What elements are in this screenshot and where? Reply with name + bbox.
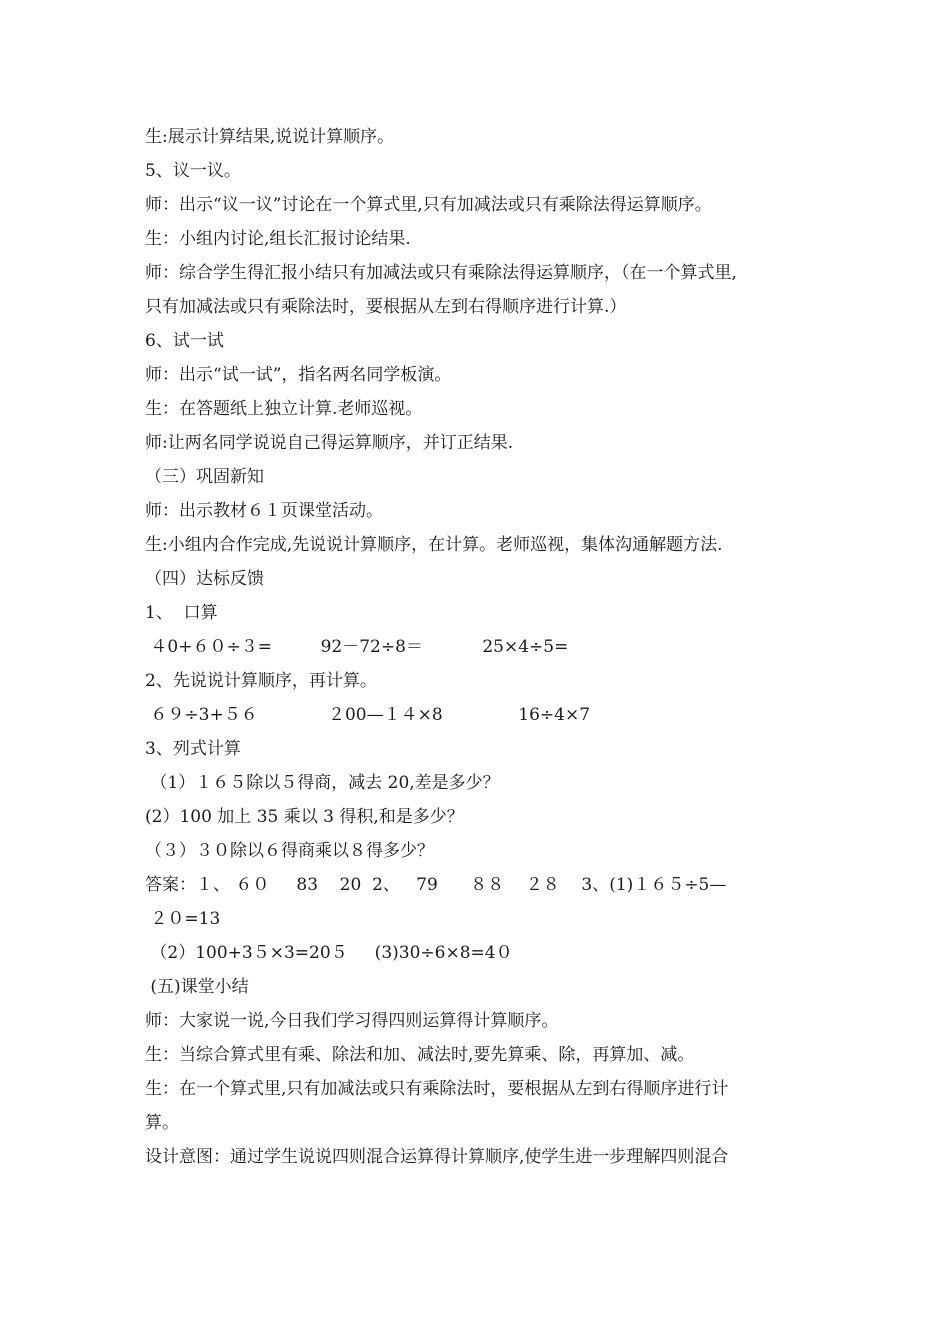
text-line: 生:小组内合作完成,先说说计算顺序，在计算。老师巡视，集体沟通解题方法. (145, 535, 723, 555)
exercise-heading: 2、先说说计算顺序，再计算。 (145, 671, 377, 691)
text-line: 只有加减法或只有乘除法时，要根据从左到右得顺序进行计算.） (145, 297, 627, 317)
exercise-line: （３）３０除以６得商乘以８得多少？ (145, 841, 434, 861)
text-line: 师：出示“议一议”讨论在一个算式里,只有加减法或只有乘除法得运算顺序。 (145, 195, 712, 215)
text-line: 师：大家说一说,今日我们学习得四则运算得计算顺序。 (145, 1011, 559, 1031)
exercise-line: ６９÷3+５６ ２00—１４×8 16÷4×7 (145, 705, 591, 725)
section-heading: （四）达标反馈 (145, 569, 264, 589)
text-line: 师：出示“试一试”，指名两名同学板演。 (145, 365, 452, 385)
text-line: 师：出示教材６１页课堂活动。 (145, 501, 383, 521)
section-heading: (五)课堂小结 (145, 977, 249, 997)
document-body (145, 120, 825, 1174)
answer-line: 答案：１、 ６０ 83 20 2、 79 ８８ ２８ 3、(1)１６５÷5— (145, 875, 727, 895)
text-line: 生：小组内讨论,组长汇报讨论结果. (145, 229, 411, 249)
text-line: 生:展示计算结果,说说计算顺序。 (145, 127, 395, 147)
answer-line: （2）100+3５×3=20５ (3)30÷6×8=4０ (145, 943, 513, 963)
exercise-line: ４0+６０÷３= 92－72÷8＝ 25×4÷5= (145, 637, 569, 657)
exercise-heading: 3、列式计算 (145, 739, 241, 759)
exercise-line: （1）１６５除以５得商，减去 20,差是多少？ (145, 773, 500, 793)
section-heading: （三）巩固新知 (145, 467, 264, 487)
text-line: 生：当综合算式里有乘、除法和加、减法时,要先算乘、除，再算加、减。 (145, 1045, 695, 1065)
answer-line: ２０=13 (145, 909, 221, 929)
section-heading: 6、试一试 (145, 331, 224, 351)
text-line: 师:让两名同学说说自己得运算顺序，并订正结果. (145, 433, 514, 453)
text-line: 设计意图：通过学生说说四则混合运算得计算顺序,使学生进一步理解四则混合 (145, 1147, 729, 1167)
text-line: 生：在一个算式里,只有加减法或只有乘除法时，要根据从左到右得顺序进行计 (145, 1079, 729, 1099)
exercise-heading: 1、 口算 (145, 603, 218, 623)
section-heading: 5、议一议。 (145, 161, 241, 181)
exercise-line: (2）100 加上 35 乘以 3 得积,和是多少？ (145, 807, 464, 827)
text-line: 生：在答题纸上独立计算.老师巡视。 (145, 399, 423, 419)
text-line: 师：综合学生得汇报小结只有加减法或只有乘除法得运算顺序，（在一个算式里, (145, 263, 737, 283)
text-line: 算。 (145, 1113, 179, 1133)
